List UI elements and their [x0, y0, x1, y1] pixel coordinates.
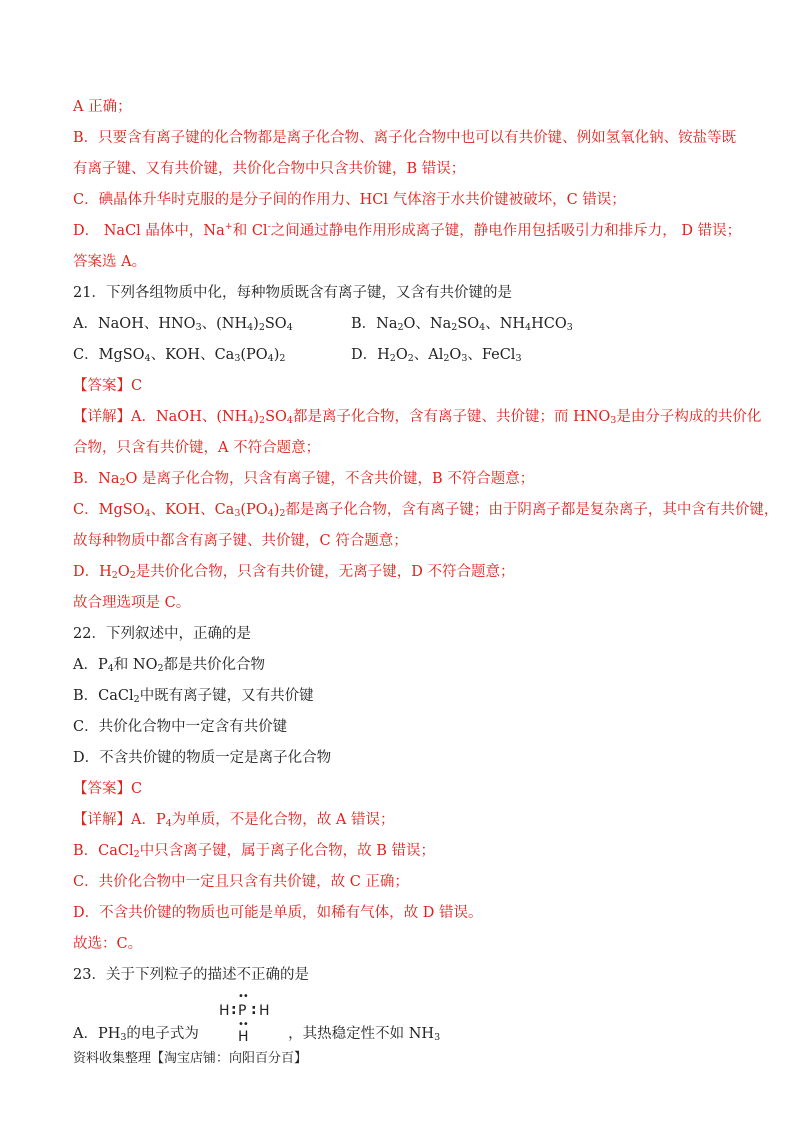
- lewis-structure-ph3: •• H : P : H •• H: [219, 991, 270, 1045]
- option-b: B．CaCl$_2$中既有离子键，又有共价键: [73, 688, 314, 705]
- option-a: A．NaOH、$HNO_3$、$(NH_4)_2SO_4$: [73, 316, 293, 333]
- detail-line: D．$H_2O_2$是共价化合物，只含有共价键，无离子键，D 不符合题意；: [73, 564, 515, 581]
- document-body: [73, 92, 779, 1053]
- detail-line: 故每种物质中都含有离子键、共价键，C 符合题意；: [73, 533, 408, 549]
- detail-line: 故合理选项是 C。: [73, 595, 191, 611]
- explanation-line: B．只要含有离子键的化合物都是离子化合物、离子化合物中也可以有共价键、例如氢氧化钠、铵盐等既: [73, 130, 737, 146]
- detail-line: 故选：C。: [73, 936, 143, 952]
- explanation-line: A 正确；: [73, 99, 132, 115]
- detail-line: 【详解】A．$P_4$为单质，不是化合物，故 A 错误；: [73, 812, 395, 829]
- explanation-line: 有离子键、又有共价键，共价化合物中只含共价键，B 错误；: [73, 161, 466, 177]
- explanation-line: 答案选 A。: [73, 254, 147, 270]
- question-21-options-row-1: [73, 309, 733, 340]
- answer-22: 【答案】C: [73, 781, 143, 797]
- question-21-stem: 21．下列各组物质中化，每种物质既含有离子键，又含有共价键的是: [73, 285, 512, 301]
- option-a: A．$P_4$和 $NO_2$都是共价化合物: [73, 657, 266, 674]
- explanation-line: D． NaCl 晶体中，Na+和 Cl-之间通过静电作用形成离子键，静电作用包括吸引力和排斥力， D 错误；: [73, 221, 742, 239]
- detail-line: C．共价化合物中一定且只含有共价键，故 C 正确；: [73, 874, 409, 890]
- question-21-options-row-2: [73, 340, 733, 371]
- footer-source-note: 资料收集整理【淘宝店铺：向阳百分百】: [73, 1051, 308, 1066]
- answer-21: 【答案】C: [73, 378, 143, 394]
- option-d: D．不含共价键的物质一定是离子化合物: [73, 750, 332, 766]
- detail-line: B．CaCl$_2$中只含离子键，属于离子化合物，故 B 错误；: [73, 843, 436, 860]
- option-d: D．$H_2O_2$、$Al_2O_3$、FeCl$_3$: [351, 347, 522, 364]
- detail-line: B．$Na_2O$ 是离子化合物，只含有离子键，不含共价键，B 不符合题意；: [73, 471, 535, 488]
- option-c: C．共价化合物中一定含有共价键: [73, 719, 288, 735]
- explanation-line: C．碘晶体升华时克服的是分子间的作用力、HCl 气体溶于水共价键被破坏，C 错误；: [73, 192, 626, 208]
- detail-line: C．MgSO$_4$、KOH、$Ca_3(PO_4)_2$都是离子化合物，含有离子键；由于阴离子都是复杂离子，其中含有共价键，: [73, 502, 779, 519]
- option-a: A．$PH_3$的电子式为 ，其热稳定性不如 $NH_3$ •• H : P : H •• H: [73, 991, 733, 1053]
- question-22-stem: 22．下列叙述中，正确的是: [73, 626, 251, 642]
- detail-line: D．不含共价键的物质也可能是单质，如稀有气体，故 D 错误。: [73, 905, 483, 921]
- option-c: C．MgSO$_4$、KOH、$Ca_3(PO_4)_2$: [73, 347, 286, 364]
- question-23-stem: 23．关于下列粒子的描述不正确的是: [73, 967, 309, 983]
- detail-line: 【详解】A．NaOH、$(NH_4)_2SO_4$都是离子化合物，含有离子键、共价键；而 $HNO_3$是由分子构成的共价化: [73, 409, 762, 426]
- option-b: B．$Na_2O$、$Na_2SO_4$、$NH_4HCO_3$: [351, 316, 573, 333]
- detail-line: 合物，只含有共价键，A 不符合题意；: [73, 440, 321, 456]
